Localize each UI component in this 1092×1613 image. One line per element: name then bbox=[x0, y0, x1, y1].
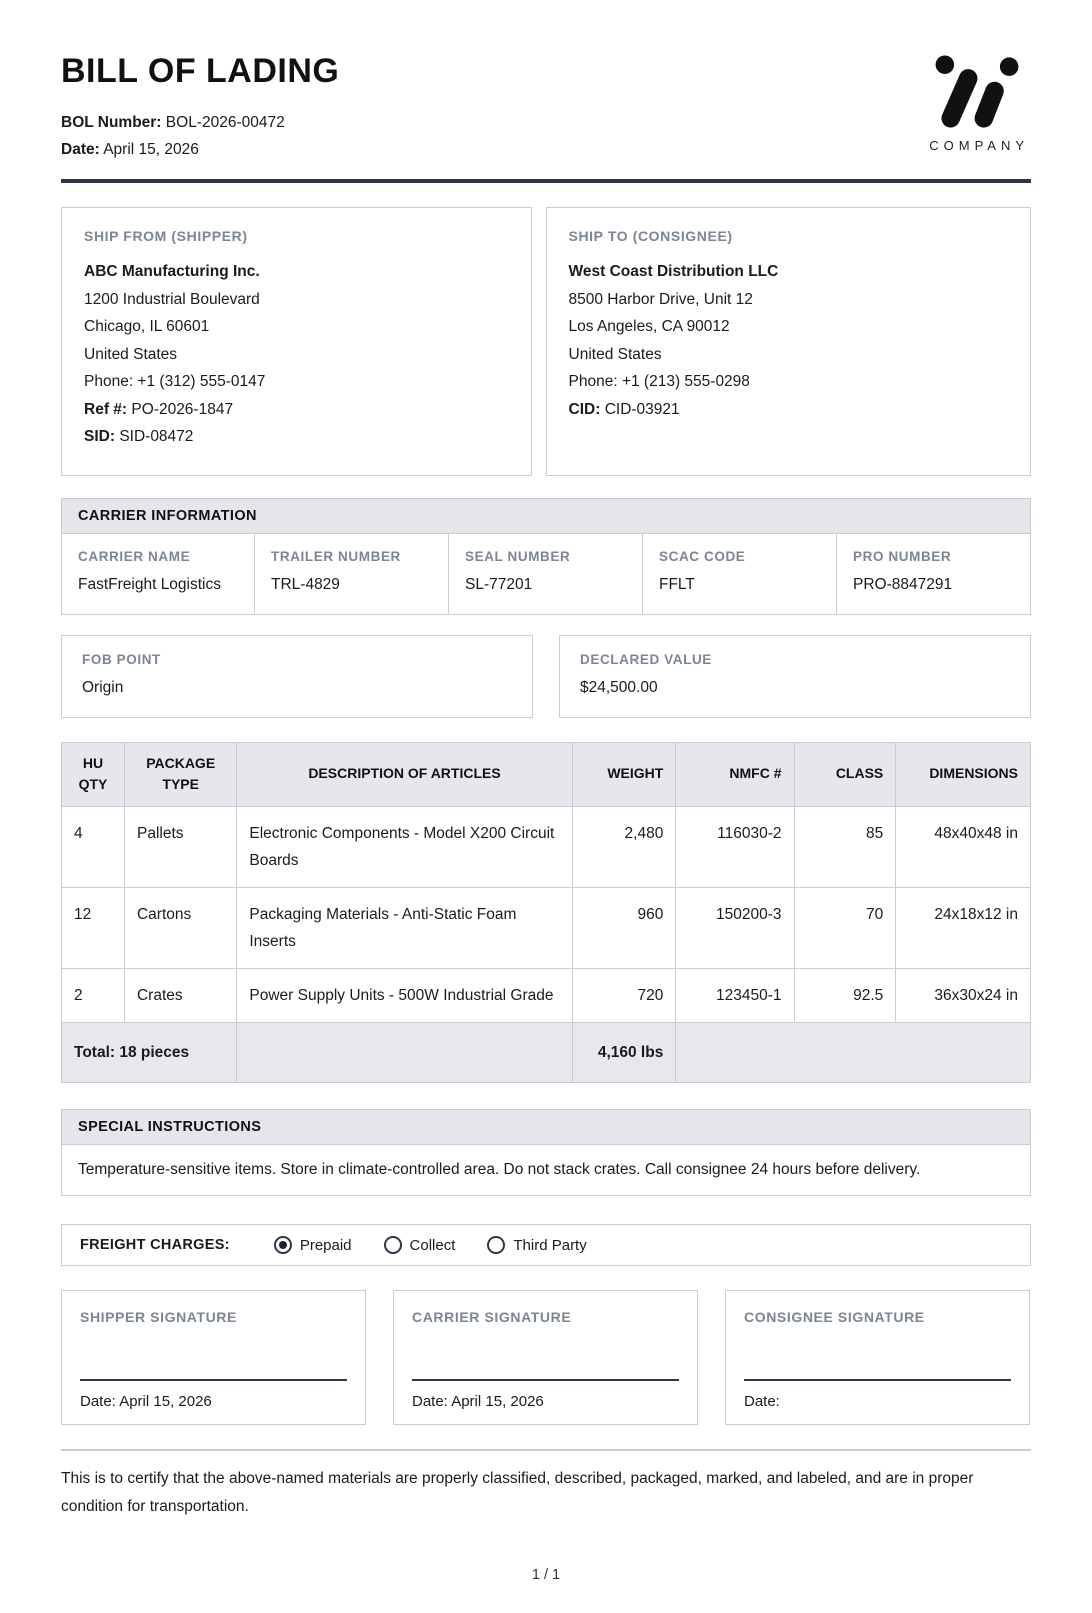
consignee-cid-value: CID-03921 bbox=[604, 400, 680, 418]
table-total-row bbox=[62, 1022, 1031, 1082]
date-label: Date: bbox=[61, 141, 100, 158]
cell-nmfc: 123450-1 bbox=[676, 968, 794, 1022]
carrier-signature-box bbox=[393, 1290, 698, 1425]
special-instructions-text: Temperature-sensitive items. Store in climate-controlled area. Do not stack crates. Call consignee 24 hours before delivery. bbox=[61, 1145, 1031, 1196]
consignee-date-label: Date: bbox=[744, 1393, 780, 1411]
radio-option-prepaid[interactable] bbox=[274, 1236, 352, 1254]
cell-dimensions: 48x40x48 in bbox=[896, 806, 1031, 887]
declared-value-label: DECLARED VALUE bbox=[580, 651, 712, 667]
radio-third-party-label: Third Party bbox=[513, 1236, 587, 1254]
cell-description: Electronic Components - Model X200 Circuit Boards bbox=[237, 806, 572, 887]
table-header-row bbox=[62, 742, 1031, 806]
scac-code-value: FFLT bbox=[659, 575, 695, 593]
declared-value-value: $24,500.00 bbox=[580, 678, 658, 696]
consignee-signature-title: CONSIGNEE SIGNATURE bbox=[744, 1309, 925, 1326]
freight-charges-label: FREIGHT CHARGES: bbox=[80, 1237, 230, 1254]
bol-number-value: BOL-2026-00472 bbox=[165, 114, 285, 131]
column-header-description: DESCRIPTION OF ARTICLES bbox=[237, 742, 572, 806]
cell-class: 85 bbox=[794, 806, 896, 887]
document-header bbox=[61, 52, 1031, 163]
shipper-sid-label: SID: bbox=[84, 428, 115, 445]
carrier-name-label: CARRIER NAME bbox=[78, 548, 191, 564]
carrier-signature-date bbox=[412, 1393, 544, 1410]
column-header-class: CLASS bbox=[794, 742, 896, 806]
shipper-name: ABC Manufacturing Inc. bbox=[84, 263, 260, 280]
shipper-sid-value: SID-08472 bbox=[119, 428, 194, 445]
cell-class: 92.5 bbox=[794, 968, 896, 1022]
consignee-signature-line[interactable] bbox=[744, 1379, 1011, 1381]
shipper-sid-line bbox=[84, 423, 509, 451]
shipper-signature-box bbox=[61, 1290, 366, 1425]
carrier-date-label: Date: bbox=[412, 1393, 448, 1411]
cell-dimensions: 36x30x24 in bbox=[896, 968, 1031, 1022]
radio-third-party-icon[interactable] bbox=[487, 1236, 505, 1254]
fob-point-label: FOB POINT bbox=[82, 651, 161, 667]
consignee-phone: Phone: +1 (213) 555-0298 bbox=[568, 373, 750, 390]
pro-number-label: PRO NUMBER bbox=[853, 548, 952, 564]
items-table bbox=[61, 742, 1031, 1083]
ship-from-title: SHIP FROM (SHIPPER) bbox=[84, 228, 248, 244]
shipper-signature-title: SHIPPER SIGNATURE bbox=[80, 1309, 237, 1326]
fob-declared-row bbox=[61, 635, 1031, 718]
column-header-weight: WEIGHT bbox=[572, 742, 676, 806]
shipper-ref-value: PO-2026-1847 bbox=[131, 400, 234, 418]
signatures-row bbox=[61, 1290, 1031, 1425]
radio-option-collect[interactable] bbox=[384, 1236, 456, 1254]
consignee-name: West Coast Distribution LLC bbox=[568, 263, 779, 280]
total-pieces: Total: 18 pieces bbox=[62, 1022, 237, 1082]
cell-weight: 960 bbox=[572, 887, 676, 968]
radio-collect-label: Collect bbox=[409, 1236, 456, 1254]
page-title: BILL OF LADING bbox=[61, 52, 340, 90]
special-instructions-header: SPECIAL INSTRUCTIONS bbox=[61, 1109, 1031, 1145]
company-logo-text: COMPANY bbox=[929, 138, 1029, 153]
cell-nmfc: 150200-3 bbox=[676, 887, 794, 968]
column-header-dimensions: DIMENSIONS bbox=[896, 742, 1031, 806]
shipper-signature-date bbox=[80, 1393, 212, 1410]
consignee-cid-line bbox=[569, 396, 1008, 424]
parties-row bbox=[61, 207, 1031, 476]
radio-collect-icon[interactable] bbox=[384, 1236, 402, 1254]
cell-package-type: Pallets bbox=[124, 806, 236, 887]
cell-hu-qty: 4 bbox=[62, 806, 125, 887]
date-value: April 15, 2026 bbox=[103, 141, 199, 158]
trailer-number-cell bbox=[255, 534, 449, 615]
column-header-nmfc: NMFC # bbox=[676, 742, 794, 806]
company-logo bbox=[924, 54, 1029, 153]
consignee-cid-label: CID: bbox=[568, 400, 601, 418]
consignee-signature-box bbox=[725, 1290, 1030, 1425]
carrier-info-header: CARRIER INFORMATION bbox=[61, 498, 1031, 534]
cell-hu-qty: 2 bbox=[62, 968, 125, 1022]
total-empty-cell bbox=[676, 1022, 1031, 1082]
page-number: 1 / 1 bbox=[531, 1567, 561, 1584]
shipper-address-line: Chicago, IL 60601 bbox=[84, 318, 210, 335]
carrier-signature-line[interactable] bbox=[412, 1379, 679, 1381]
seal-number-value: SL-77201 bbox=[465, 575, 533, 593]
bill-of-lading-document bbox=[61, 52, 1031, 1583]
seal-number-cell bbox=[449, 534, 643, 615]
header-text-block bbox=[61, 52, 339, 163]
consignee-signature-date bbox=[744, 1393, 780, 1410]
radio-prepaid-label: Prepaid bbox=[299, 1236, 352, 1254]
radio-option-third-party[interactable] bbox=[487, 1236, 586, 1254]
cell-package-type: Crates bbox=[124, 968, 236, 1022]
shipper-ref-line bbox=[84, 396, 509, 424]
freight-charges-section bbox=[61, 1224, 1031, 1266]
cell-hu-qty: 12 bbox=[62, 887, 125, 968]
shipper-ref-label: Ref #: bbox=[84, 400, 128, 418]
shipper-address-line: United States bbox=[84, 345, 178, 363]
radio-prepaid-icon[interactable] bbox=[274, 1236, 292, 1254]
shipper-date-value: April 15, 2026 bbox=[119, 1393, 212, 1411]
bol-number-line bbox=[61, 109, 339, 136]
column-header-hu-qty: HU QTY bbox=[62, 742, 125, 806]
shipper-address-line: 1200 Industrial Boulevard bbox=[84, 290, 260, 308]
header-divider bbox=[61, 179, 1031, 183]
total-empty-cell bbox=[237, 1022, 572, 1082]
table-row bbox=[62, 806, 1031, 887]
pro-number-cell bbox=[837, 534, 1031, 615]
certification-text: This is to certify that the above-named materials are properly classified, described, packaged, marked, and labeled, and are in proper condition for transportation. bbox=[61, 1470, 974, 1516]
consignee-address-line: United States bbox=[568, 345, 662, 363]
scac-code-label: SCAC CODE bbox=[659, 548, 746, 564]
cell-weight: 720 bbox=[572, 968, 676, 1022]
ship-from-section bbox=[61, 207, 532, 476]
cell-dimensions: 24x18x12 in bbox=[896, 887, 1031, 968]
column-header-package-type: PACKAGE TYPE bbox=[124, 742, 236, 806]
table-row bbox=[62, 968, 1031, 1022]
company-logo-icon bbox=[928, 54, 1026, 130]
trailer-number-label: TRAILER NUMBER bbox=[271, 548, 401, 564]
cell-nmfc: 116030-2 bbox=[676, 806, 794, 887]
footer-divider bbox=[61, 1449, 1031, 1451]
cell-description: Packaging Materials - Anti-Static Foam Inserts bbox=[237, 887, 572, 968]
special-instructions-section bbox=[61, 1109, 1031, 1196]
carrier-info-section bbox=[61, 498, 1031, 615]
carrier-info-grid bbox=[61, 534, 1031, 615]
shipper-signature-line[interactable] bbox=[80, 1379, 347, 1381]
seal-number-label: SEAL NUMBER bbox=[465, 548, 571, 564]
consignee-address-line: 8500 Harbor Drive, Unit 12 bbox=[568, 290, 753, 308]
shipper-date-label: Date: bbox=[80, 1393, 116, 1411]
scac-code-cell bbox=[643, 534, 837, 615]
shipper-phone: Phone: +1 (312) 555-0147 bbox=[84, 373, 266, 390]
declared-value-section bbox=[559, 635, 1031, 718]
total-weight: 4,160 lbs bbox=[572, 1022, 676, 1082]
carrier-signature-title: CARRIER SIGNATURE bbox=[412, 1309, 572, 1326]
fob-point-section bbox=[61, 635, 533, 718]
pro-number-value: PRO-8847291 bbox=[853, 575, 953, 593]
cell-class: 70 bbox=[794, 887, 896, 968]
cell-package-type: Cartons bbox=[124, 887, 236, 968]
cell-weight: 2,480 bbox=[572, 806, 676, 887]
carrier-date-value: April 15, 2026 bbox=[451, 1393, 544, 1411]
ship-to-title: SHIP TO (CONSIGNEE) bbox=[568, 228, 733, 244]
date-line bbox=[61, 136, 339, 163]
consignee-address-line: Los Angeles, CA 90012 bbox=[568, 318, 730, 335]
carrier-name-value: FastFreight Logistics bbox=[78, 575, 221, 593]
trailer-number-value: TRL-4829 bbox=[271, 575, 340, 593]
carrier-name-cell bbox=[61, 534, 255, 615]
bol-number-label: BOL Number: bbox=[61, 114, 162, 131]
cell-description: Power Supply Units - 500W Industrial Grade bbox=[237, 968, 572, 1022]
ship-to-section bbox=[546, 207, 1031, 476]
fob-point-value: Origin bbox=[82, 678, 124, 696]
table-row bbox=[62, 887, 1031, 968]
